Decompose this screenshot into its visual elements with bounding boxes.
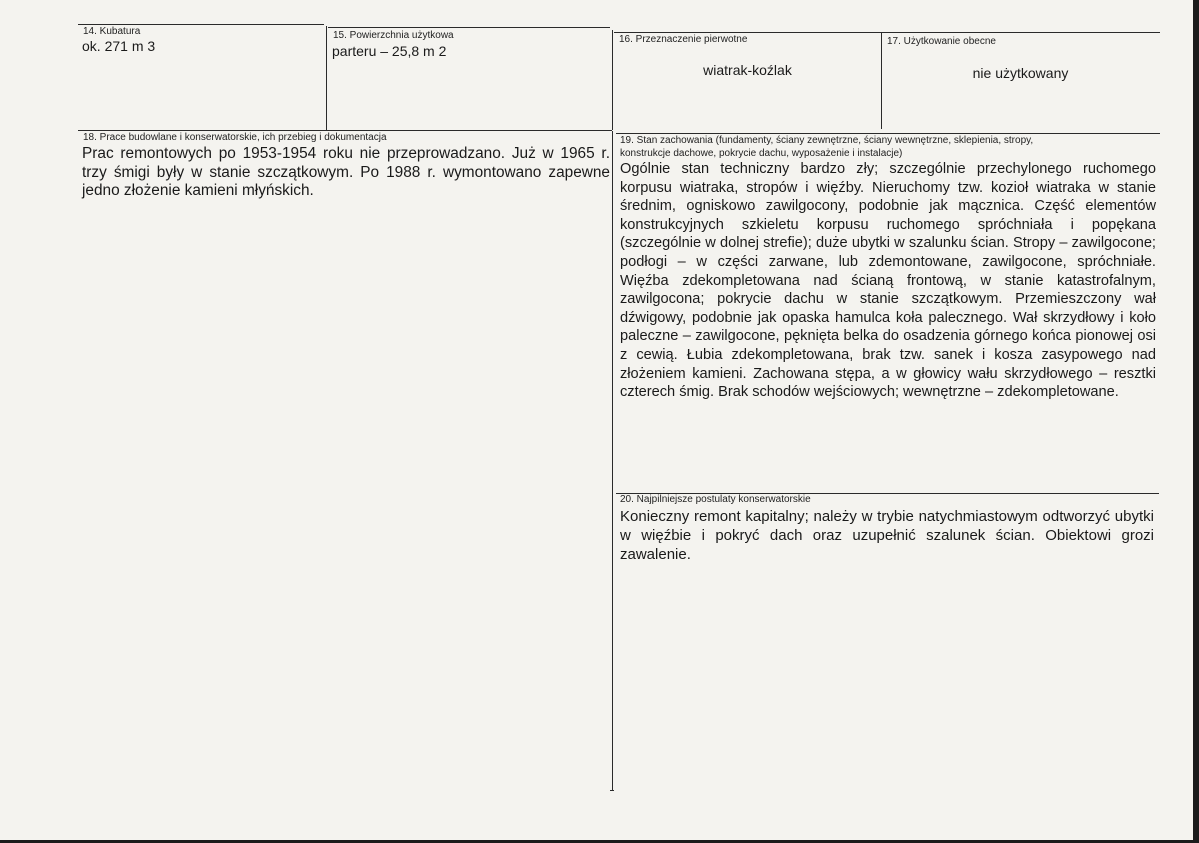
divider — [78, 130, 612, 131]
divider — [326, 26, 327, 130]
field-16-value: wiatrak-koźlak — [703, 62, 792, 78]
field-18-text: Prac remontowych po 1953-1954 roku nie przeprowadzano. Już w 1965 r. trzy śmigi były w stanie szczątkowym. Po 1988 r. wymontowano zapewne jedno złożenie kamieni młyńskich. — [82, 145, 610, 200]
field-14-label: 14. Kubatura — [83, 26, 141, 37]
scan-edge-right — [1193, 0, 1199, 843]
field-15-value: parteru – 25,8 m 2 — [332, 43, 447, 59]
field-16-label: 16. Przeznaczenie pierwotne — [619, 34, 748, 45]
divider — [78, 24, 324, 25]
divider — [610, 790, 614, 791]
field-20-text: Konieczny remont kapitalny; należy w trybie natychmiastowym odtworzyć ubytki w więźbie i pokryć dach oraz uzupełnić szalunek ścian. Obiektowi grozi zawalenie. — [620, 508, 1154, 563]
field-14-value: ok. 271 m 3 — [82, 38, 156, 54]
divider — [616, 133, 1160, 134]
divider — [612, 30, 613, 130]
field-15-label: 15. Powierzchnia użytkowa — [333, 30, 454, 41]
divider — [612, 131, 613, 791]
field-20-label: 20. Najpilniejsze postulaty konserwatorskie — [620, 494, 811, 505]
field-17-label: 17. Użytkowanie obecne — [887, 36, 996, 47]
divider — [614, 32, 1160, 33]
field-17-value: nie użytkowany — [972, 65, 1069, 81]
field-19-label-line2: konstrukcje dachowe, pokrycie dachu, wyposażenie i instalacje) — [620, 148, 903, 159]
field-19-label-line1: 19. Stan zachowania (fundamenty, ściany zewnętrzne, ściany wewnętrzne, sklepienia, stropy, — [620, 135, 1034, 146]
field-18-label: 18. Prace budowlane i konserwatorskie, ich przebieg i dokumentacja — [83, 132, 387, 143]
divider — [328, 27, 610, 28]
field-19-text: Ogólnie stan techniczny bardzo zły; szczególnie przechylonego ruchomego korpusu wiatraka, stropów i więźby. Nieruchomy tzw. kozioł wiatraka w stanie średnim, ogniskowo zawilgocony, podobnie jak mącznica. Część elementów konstrukcyjnych szkieletu korpusu ruchomego spróchniała i popękana (szczególnie w dolnej strefie); duże ubytki w szalunku ścian. Stropy – zawilgocone; podłogi – w części zarwane, lub zdemontowane, zawilgocone, spróchniałe. Więźba zdekompletowana nad ścianą frontową, w stanie katastrofalnym, zawilgocona; pokrycie dachu w stanie szczątkowym. Przemieszczony wał dźwigowy, podobnie jak opaska hamulca koła palecznego. Wał skrzydłowy i koło paleczne – zawilgocone, pęknięta belka do osadzenia górnego końca pionowej osi z cewią. Łubia zdekompletowana, brak tzw. sanek i kosza zasypowego nad złożeniem kamieni. Zachowana stępa, a w głowicy wału skrzydłowego – resztki czterech śmig. Brak schodów wejściowych; wewnętrzne – zdekompletowane. — [620, 161, 1156, 401]
